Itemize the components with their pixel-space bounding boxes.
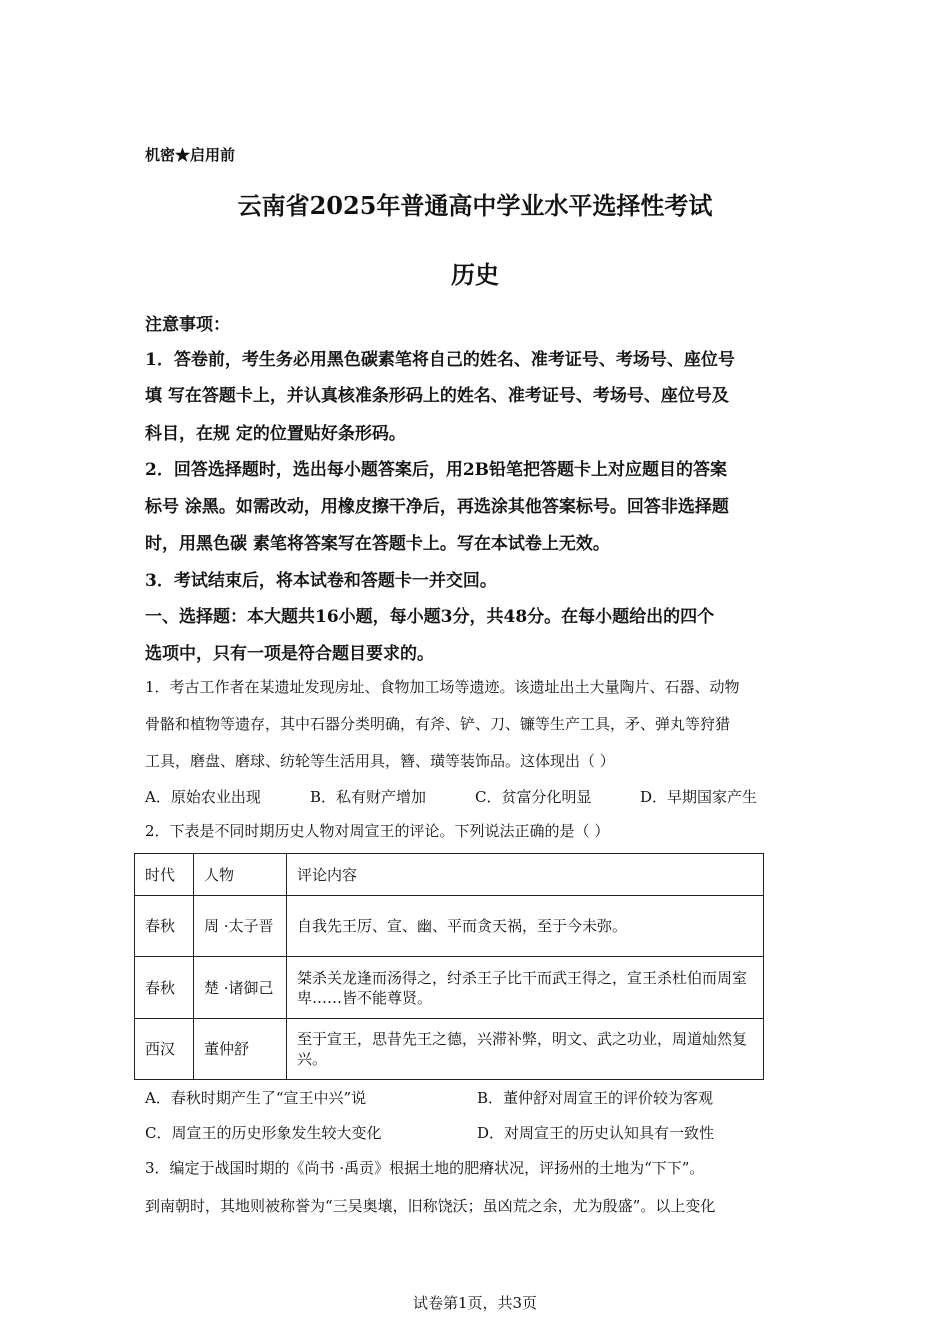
table-row xyxy=(135,896,764,957)
table-row xyxy=(135,1019,764,1080)
q2-option-c[interactable]: C．周宣王的历史形象发生较大变化 xyxy=(145,1124,382,1142)
table-cell: 至于宣王，思昔先王之德，兴滞补弊，明文、武之功业，周道灿然复兴。 xyxy=(287,1019,764,1080)
table-cell: 西汉 xyxy=(135,1019,194,1080)
confidential-label: 机密★启用前 xyxy=(145,146,236,164)
notice-line: 科目，在规 定的位置贴好条形码。 xyxy=(145,424,406,444)
q1-option-a[interactable]: A．原始农业出现 xyxy=(145,788,261,806)
notice-line: 3．考试结束后，将本试卷和答题卡一并交回。 xyxy=(145,571,497,591)
table-header-cell: 人物 xyxy=(194,854,287,896)
section-heading: 一、选择题：本大题共16小题，每小题3分，共48分。在每小题给出的四个 xyxy=(145,607,715,627)
table-row xyxy=(135,957,764,1019)
question-3-line: 到南朝时，其地则被称誉为“三吴奥壤，旧称饶沃；虽凶荒之余，尤为殷盛”。以上变化 xyxy=(145,1197,716,1215)
notice-line: 1．答卷前，考生务必用黑色碳素笔将自己的姓名、准考证号、考场号、座位号 xyxy=(145,350,735,370)
notice-line: 填 写在答题卡上，并认真核准条形码上的姓名、准考证号、考场号、座位号及 xyxy=(145,386,729,406)
question-2-stem: 2．下表是不同时期历史人物对周宣王的评论。下列说法正确的是（ ） xyxy=(145,822,610,840)
commentary-table xyxy=(134,853,764,1080)
question-1-line: 骨骼和植物等遗存，其中石器分类明确，有斧、铲、刀、镰等生产工具，矛、弹丸等狩猎 xyxy=(145,715,731,733)
table-header-cell: 时代 xyxy=(135,854,194,896)
question-3-line: 3．编定于战国时期的《尚书 ·禹贡》根据土地的肥瘠状况，评扬州的土地为“下下”。 xyxy=(145,1159,705,1177)
subject-title: 历史 xyxy=(451,260,499,289)
question-1-line: 工具，磨盘、磨球、纺轮等生活用具，簪、璜等装饰品。这体现出（ ） xyxy=(145,752,615,770)
table-header-row xyxy=(135,854,764,896)
q1-option-c[interactable]: C．贫富分化明显 xyxy=(475,788,592,806)
table-cell: 春秋 xyxy=(135,896,194,957)
q2-option-a[interactable]: A．春秋时期产生了“宣王中兴”说 xyxy=(145,1089,367,1107)
table-cell: 桀杀关龙逢而汤得之，纣杀王子比干而武王得之，宣王杀杜伯而周室卑……皆不能尊贤。 xyxy=(287,957,764,1019)
notice-line: 2．回答选择题时，选出每小题答案后，用2B铅笔把答题卡上对应题目的答案 xyxy=(145,460,728,480)
notice-line: 时，用黑色碳 素笔将答案写在答题卡上。写在本试卷上无效。 xyxy=(145,534,610,554)
notice-heading: 注意事项： xyxy=(145,315,230,335)
page-footer: 试卷第1页，共3页 xyxy=(412,1294,538,1312)
q2-option-d[interactable]: D．对周宣王的历史认知具有一致性 xyxy=(477,1124,715,1142)
section-heading: 选项中，只有一项是符合题目要求的。 xyxy=(145,644,434,664)
q1-option-d[interactable]: D．早期国家产生 xyxy=(640,788,758,806)
table-cell: 自我先王厉、宣、幽、平而贪天祸，至于今未弥。 xyxy=(287,896,764,957)
notice-line: 标号 涂黑。如需改动，用橡皮擦干净后，再选涂其他答案标号。回答非选择题 xyxy=(145,497,729,517)
table-cell: 董仲舒 xyxy=(194,1019,287,1080)
table-cell: 楚 ·诸御己 xyxy=(194,957,287,1019)
exam-title: 云南省2025年普通高中学业水平选择性考试 xyxy=(237,191,713,220)
question-1-line: 1．考古工作者在某遗址发现房址、食物加工场等遗迹。该遗址出土大量陶片、石器、动物 xyxy=(145,678,740,696)
table-cell: 春秋 xyxy=(135,957,194,1019)
table-cell: 周 ·太子晋 xyxy=(194,896,287,957)
table-header-cell: 评论内容 xyxy=(287,854,764,896)
q2-option-b[interactable]: B．董仲舒对周宣王的评价较为客观 xyxy=(477,1089,714,1107)
q1-option-b[interactable]: B．私有财产增加 xyxy=(310,788,427,806)
